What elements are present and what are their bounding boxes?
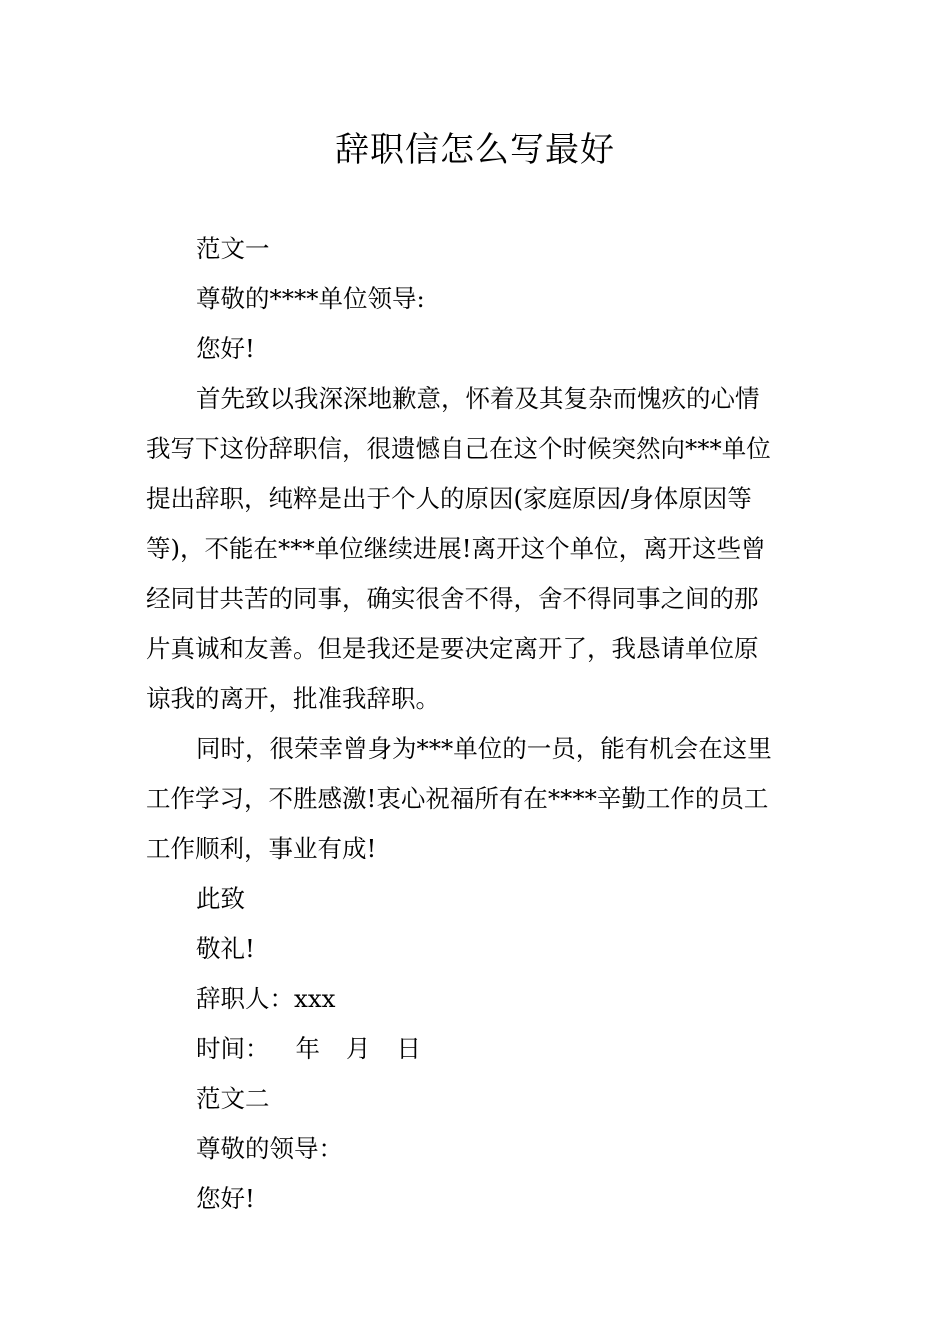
sample2-heading: 范文二 — [196, 1084, 270, 1113]
paragraph-line: 片真诚和友善。但是我还是要决定离开了，我恳请单位原 — [146, 634, 759, 663]
date-label: 时间： — [196, 1034, 270, 1063]
sample1-closing-1: 此致 — [196, 884, 245, 913]
paragraph-line: 经同甘共苦的同事，确实很舍不得，舍不得同事之间的那 — [146, 584, 759, 613]
sample1-date — [146, 1024, 806, 1074]
paragraph-line: 同时，很荣幸曾身为***单位的一员，能有机会在这里 — [196, 734, 772, 763]
date-month: 月 — [346, 1034, 371, 1063]
date-day: 日 — [396, 1034, 421, 1063]
document-title: 辞职信怎么写最好 — [335, 130, 615, 170]
signature-value: xxx — [294, 984, 336, 1013]
sample2-salutation: 尊敬的领导： — [196, 1134, 343, 1163]
document-body — [146, 224, 806, 1224]
sample1-closing-2: 敬礼! — [196, 934, 255, 963]
signature-label: 辞职人： — [196, 984, 294, 1013]
sample1-paragraph-1 — [146, 374, 806, 724]
paragraph-line: 工作顺利，事业有成! — [146, 834, 377, 863]
sample1-signature — [146, 974, 806, 1024]
sample1-heading: 范文一 — [196, 234, 270, 263]
sample1-paragraph-2 — [146, 724, 806, 874]
paragraph-line: 等)，不能在***单位继续进展!离开这个单位，离开这些曾 — [146, 534, 766, 563]
sample2-greeting: 您好! — [196, 1184, 255, 1213]
sample1-greeting: 您好! — [196, 334, 255, 363]
paragraph-line: 首先致以我深深地歉意，怀着及其复杂而愧疚的心情 — [196, 384, 760, 413]
paragraph-line: 谅我的离开，批准我辞职。 — [146, 684, 440, 713]
sample1-salutation: 尊敬的****单位领导: — [196, 284, 425, 313]
paragraph-line: 工作学习，不胜感激!衷心祝福所有在****辛勤工作的员工 — [146, 784, 769, 813]
paragraph-line: 我写下这份辞职信，很遗憾自己在这个时候突然向***单位 — [146, 434, 771, 463]
date-year: 年 — [295, 1034, 320, 1063]
paragraph-line: 提出辞职，纯粹是出于个人的原因(家庭原因/身体原因等 — [146, 484, 752, 513]
